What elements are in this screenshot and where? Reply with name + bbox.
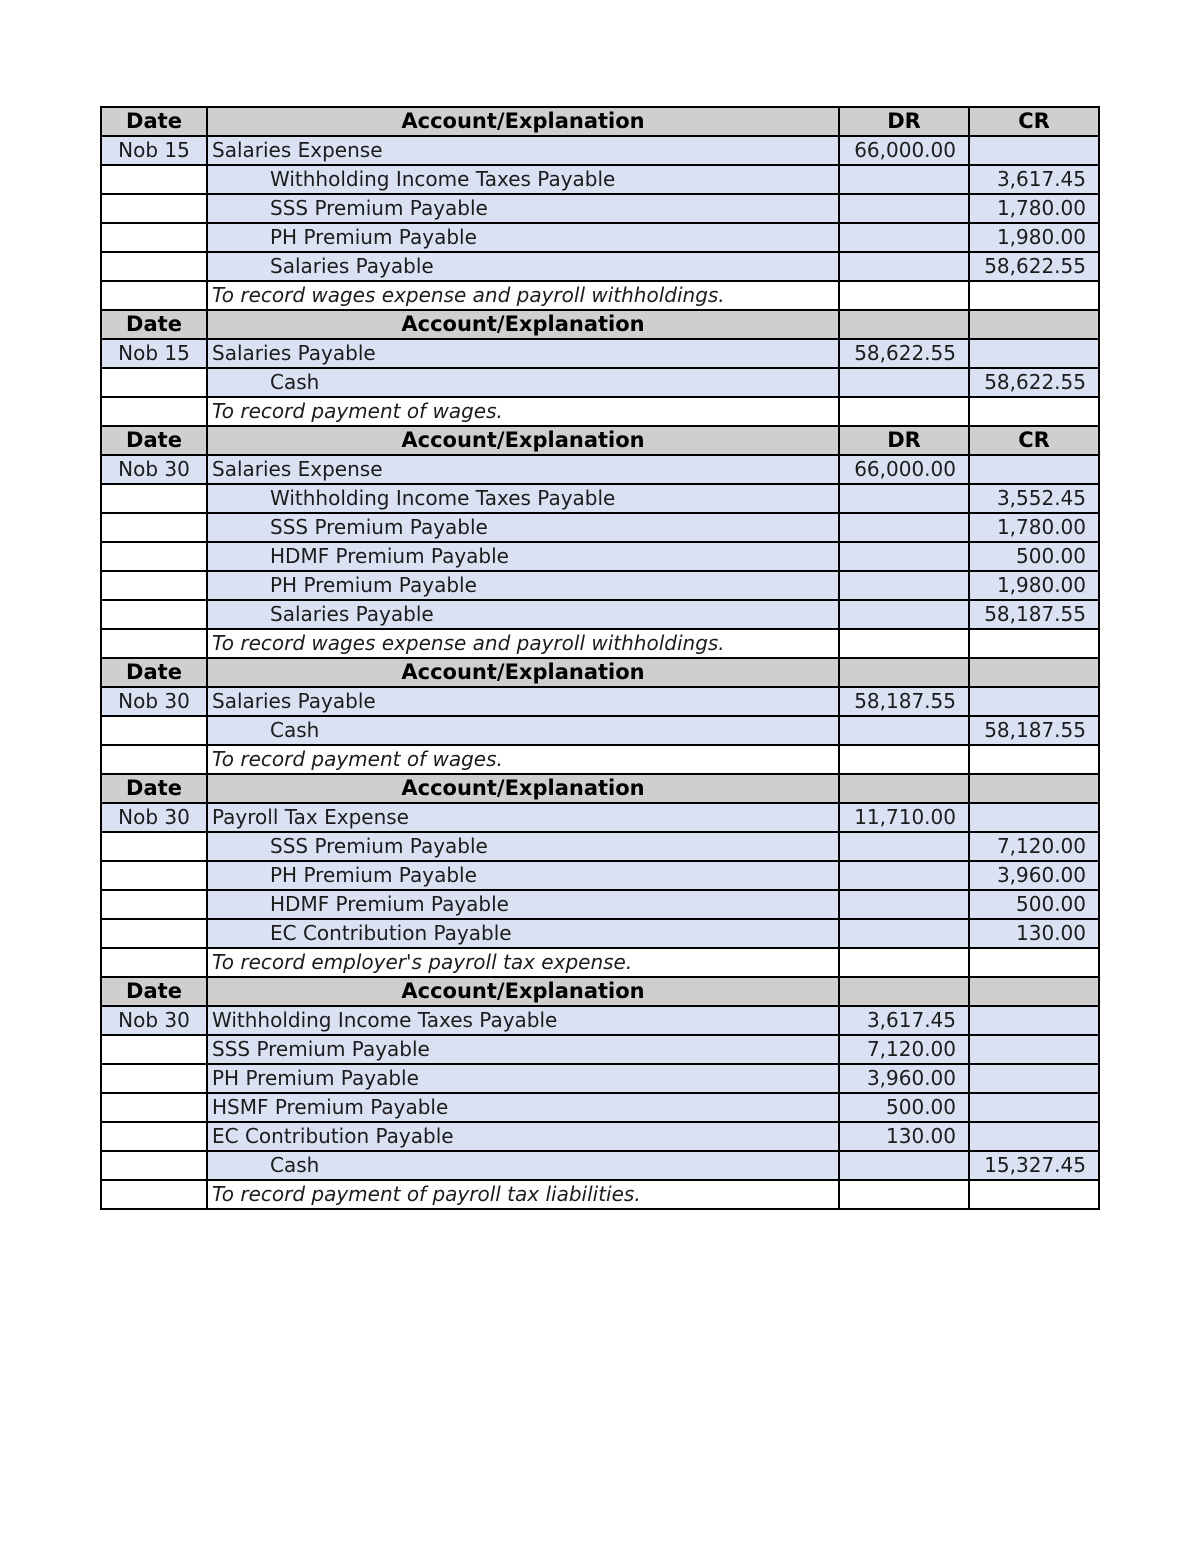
line-account: Cash [207,1151,839,1180]
line-date: Nob 30 [101,803,207,832]
line-credit-amount: 58,622.55 [969,368,1099,397]
line-credit-amount [969,1006,1099,1035]
line-credit-amount: 7,120.00 [969,832,1099,861]
entry-memo-row [101,629,1099,658]
entry-line-row [101,1064,1099,1093]
journal-entries-table [100,106,1100,1210]
entry-line-row [101,687,1099,716]
line-account: Salaries Expense [207,136,839,165]
line-credit-amount [969,1035,1099,1064]
header-credit [969,310,1099,339]
line-debit-amount: 500.00 [839,1093,969,1122]
entry-line-row [101,339,1099,368]
line-debit-amount: 11,710.00 [839,803,969,832]
header-debit: DR [839,426,969,455]
line-date [101,223,207,252]
line-account: Salaries Payable [207,339,839,368]
line-date [101,513,207,542]
header-account: Account/Explanation [207,107,839,136]
line-debit-amount [839,542,969,571]
entry-line-row [101,919,1099,948]
header-credit [969,977,1099,1006]
entry-line-row [101,136,1099,165]
line-account: Salaries Payable [207,687,839,716]
line-credit-amount: 3,617.45 [969,165,1099,194]
entry-header-row [101,310,1099,339]
entry-line-row [101,861,1099,890]
line-debit-amount [839,890,969,919]
entry-header-row [101,426,1099,455]
line-credit-amount [969,1064,1099,1093]
header-date: Date [101,107,207,136]
line-debit-amount: 58,187.55 [839,687,969,716]
entry-line-row [101,513,1099,542]
line-account: Withholding Income Taxes Payable [207,165,839,194]
header-account: Account/Explanation [207,658,839,687]
line-debit-amount [839,252,969,281]
memo-date-cell [101,1180,207,1209]
line-date [101,890,207,919]
memo-date-cell [101,948,207,977]
line-account: SSS Premium Payable [207,513,839,542]
journal-body [101,107,1099,1209]
line-date: Nob 15 [101,339,207,368]
entry-line-row [101,223,1099,252]
entry-line-row [101,803,1099,832]
header-debit: DR [839,107,969,136]
line-debit-amount [839,513,969,542]
line-account: SSS Premium Payable [207,832,839,861]
entry-line-row [101,484,1099,513]
memo-date-cell [101,281,207,310]
entry-line-row [101,600,1099,629]
line-date: Nob 30 [101,455,207,484]
line-date [101,919,207,948]
header-date: Date [101,977,207,1006]
entry-line-row [101,252,1099,281]
line-account: SSS Premium Payable [207,194,839,223]
line-account: Payroll Tax Expense [207,803,839,832]
line-account: Salaries Payable [207,252,839,281]
header-credit: CR [969,426,1099,455]
memo-explanation: To record wages expense and payroll withholdings. [207,629,839,658]
memo-date-cell [101,397,207,426]
line-credit-amount: 3,960.00 [969,861,1099,890]
line-credit-amount: 130.00 [969,919,1099,948]
entry-header-row [101,658,1099,687]
memo-debit-cell [839,948,969,977]
memo-debit-cell [839,397,969,426]
entry-line-row [101,1093,1099,1122]
header-date: Date [101,310,207,339]
line-debit-amount [839,1151,969,1180]
line-date [101,252,207,281]
line-credit-amount: 500.00 [969,890,1099,919]
line-credit-amount: 1,780.00 [969,194,1099,223]
memo-debit-cell [839,281,969,310]
entry-memo-row [101,397,1099,426]
line-account: Cash [207,716,839,745]
line-date [101,1035,207,1064]
header-credit [969,658,1099,687]
header-credit [969,774,1099,803]
header-credit: CR [969,107,1099,136]
line-credit-amount [969,803,1099,832]
line-date [101,716,207,745]
line-account: HDMF Premium Payable [207,542,839,571]
line-credit-amount: 15,327.45 [969,1151,1099,1180]
line-date [101,1064,207,1093]
memo-explanation: To record employer's payroll tax expense. [207,948,839,977]
line-debit-amount: 130.00 [839,1122,969,1151]
header-date: Date [101,774,207,803]
entry-line-row [101,542,1099,571]
line-debit-amount [839,194,969,223]
entry-line-row [101,1151,1099,1180]
entry-line-row [101,194,1099,223]
entry-line-row [101,716,1099,745]
line-credit-amount: 1,980.00 [969,571,1099,600]
line-date: Nob 15 [101,136,207,165]
line-date [101,571,207,600]
memo-date-cell [101,745,207,774]
memo-credit-cell [969,281,1099,310]
line-credit-amount: 58,187.55 [969,600,1099,629]
entry-line-row [101,832,1099,861]
line-date: Nob 30 [101,687,207,716]
memo-explanation: To record payment of wages. [207,397,839,426]
line-date [101,1093,207,1122]
line-account: EC Contribution Payable [207,919,839,948]
line-account: HSMF Premium Payable [207,1093,839,1122]
line-account: HDMF Premium Payable [207,890,839,919]
entry-line-row [101,455,1099,484]
line-credit-amount: 500.00 [969,542,1099,571]
line-credit-amount [969,455,1099,484]
memo-credit-cell [969,397,1099,426]
memo-credit-cell [969,1180,1099,1209]
line-date [101,1122,207,1151]
entry-line-row [101,1035,1099,1064]
line-credit-amount: 1,780.00 [969,513,1099,542]
line-account: PH Premium Payable [207,571,839,600]
entry-memo-row [101,948,1099,977]
line-debit-amount [839,832,969,861]
header-account: Account/Explanation [207,977,839,1006]
line-date [101,600,207,629]
line-date [101,194,207,223]
header-debit [839,310,969,339]
memo-debit-cell [839,1180,969,1209]
line-debit-amount [839,165,969,194]
memo-credit-cell [969,948,1099,977]
line-credit-amount [969,1122,1099,1151]
line-debit-amount [839,484,969,513]
line-account: Withholding Income Taxes Payable [207,484,839,513]
line-debit-amount [839,223,969,252]
line-debit-amount [839,600,969,629]
line-debit-amount [839,368,969,397]
line-credit-amount [969,687,1099,716]
entry-line-row [101,165,1099,194]
memo-explanation: To record payment of wages. [207,745,839,774]
memo-date-cell [101,629,207,658]
line-debit-amount [839,716,969,745]
line-debit-amount: 58,622.55 [839,339,969,368]
entry-line-row [101,1122,1099,1151]
memo-explanation: To record wages expense and payroll withholdings. [207,281,839,310]
entry-memo-row [101,1180,1099,1209]
header-date: Date [101,658,207,687]
line-debit-amount: 3,960.00 [839,1064,969,1093]
header-account: Account/Explanation [207,774,839,803]
line-debit-amount: 66,000.00 [839,455,969,484]
line-credit-amount: 3,552.45 [969,484,1099,513]
header-debit [839,977,969,1006]
line-date [101,832,207,861]
line-credit-amount: 1,980.00 [969,223,1099,252]
line-debit-amount [839,919,969,948]
line-account: PH Premium Payable [207,1064,839,1093]
line-debit-amount: 66,000.00 [839,136,969,165]
line-account: Salaries Expense [207,455,839,484]
entry-line-row [101,368,1099,397]
line-account: PH Premium Payable [207,223,839,252]
line-date: Nob 30 [101,1006,207,1035]
entry-header-row [101,774,1099,803]
line-date [101,542,207,571]
line-debit-amount [839,861,969,890]
line-credit-amount [969,339,1099,368]
line-debit-amount [839,571,969,600]
line-date [101,1151,207,1180]
memo-credit-cell [969,745,1099,774]
line-credit-amount: 58,622.55 [969,252,1099,281]
line-date [101,484,207,513]
line-account: EC Contribution Payable [207,1122,839,1151]
header-debit [839,774,969,803]
header-account: Account/Explanation [207,310,839,339]
line-account: PH Premium Payable [207,861,839,890]
line-account: Cash [207,368,839,397]
line-date [101,861,207,890]
memo-debit-cell [839,629,969,658]
entry-header-row [101,977,1099,1006]
line-credit-amount: 58,187.55 [969,716,1099,745]
memo-debit-cell [839,745,969,774]
line-account: SSS Premium Payable [207,1035,839,1064]
line-account: Salaries Payable [207,600,839,629]
entry-line-row [101,1006,1099,1035]
memo-credit-cell [969,629,1099,658]
line-date [101,368,207,397]
entry-line-row [101,571,1099,600]
entry-memo-row [101,281,1099,310]
line-account: Withholding Income Taxes Payable [207,1006,839,1035]
entry-header-row [101,107,1099,136]
line-debit-amount: 7,120.00 [839,1035,969,1064]
header-account: Account/Explanation [207,426,839,455]
memo-explanation: To record payment of payroll tax liabilities. [207,1180,839,1209]
header-date: Date [101,426,207,455]
line-date [101,165,207,194]
entry-memo-row [101,745,1099,774]
header-debit [839,658,969,687]
line-credit-amount [969,136,1099,165]
entry-line-row [101,890,1099,919]
line-credit-amount [969,1093,1099,1122]
line-debit-amount: 3,617.45 [839,1006,969,1035]
